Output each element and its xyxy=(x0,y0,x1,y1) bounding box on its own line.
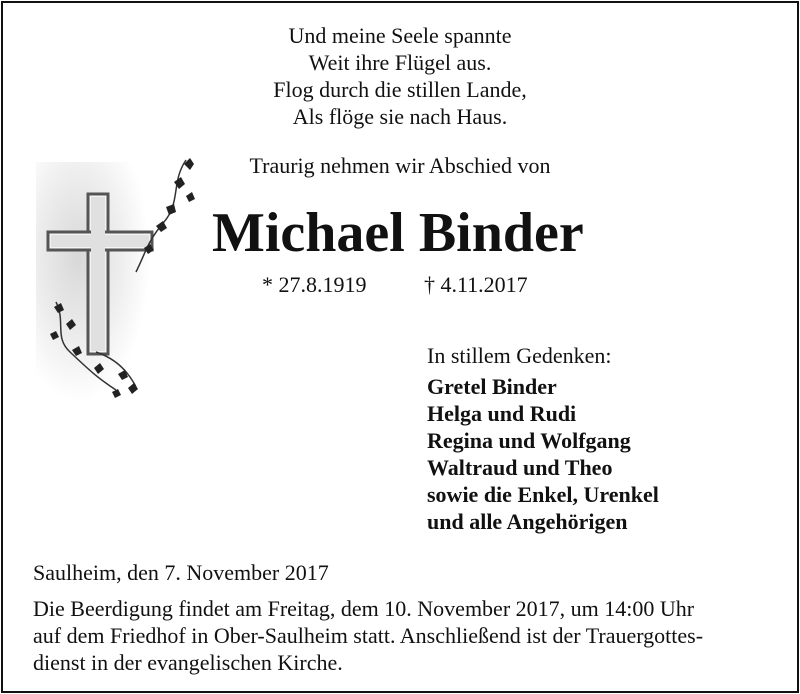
mourner-line: Helga und Rudi xyxy=(427,401,577,426)
funeral-info xyxy=(33,595,703,676)
place-date: Saulheim, den 7. November 2017 xyxy=(33,560,329,585)
deceased-name: Michael Binder xyxy=(212,202,584,264)
mourner-line: sowie die Enkel, Urenkel xyxy=(427,482,659,507)
poem-line: Weit ihre Flügel aus. xyxy=(308,50,492,75)
death-date: † 4.11.2017 xyxy=(424,272,528,297)
mourner-line: Regina und Wolfgang xyxy=(427,428,631,453)
poem-line: Als flöge sie nach Haus. xyxy=(292,104,508,129)
mourner-line: Gretel Binder xyxy=(427,374,557,399)
poem-line: Und meine Seele spannte xyxy=(288,23,512,48)
mourner-line: und alle Angehörigen xyxy=(427,509,628,534)
funeral-line: auf dem Friedhof in Ober-Saulheim statt. Anschließend ist der Trauergottes- xyxy=(33,623,704,648)
funeral-line: Die Beerdigung findet am Freitag, dem 10. November 2017, um 14:00 Uhr xyxy=(33,596,695,621)
mourners-list xyxy=(427,373,659,535)
memory-heading: In stillem Gedenken: xyxy=(427,343,612,368)
intro-text: Traurig nehmen wir Abschied von xyxy=(249,153,551,178)
poem-line: Flog durch die stillen Lande, xyxy=(273,77,527,102)
funeral-line: dienst in der evangelischen Kirche. xyxy=(33,650,343,675)
poem xyxy=(0,22,800,130)
birth-date: * 27.8.1919 xyxy=(262,272,367,297)
mourner-line: Waltraud und Theo xyxy=(427,455,613,480)
cross-with-ivy-icon xyxy=(36,152,216,402)
